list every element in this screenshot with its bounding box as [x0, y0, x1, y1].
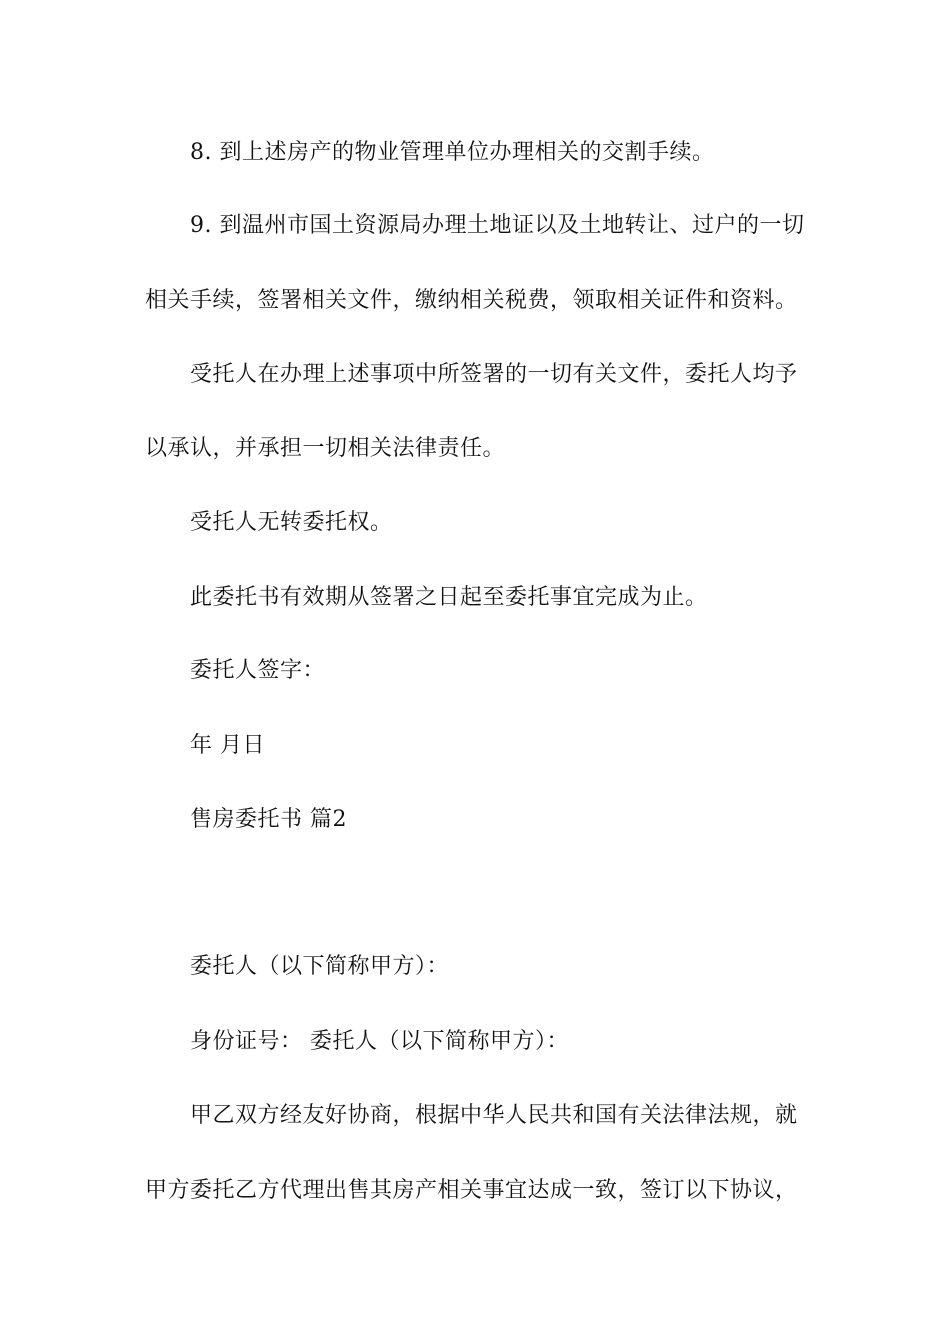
- paragraph-line: 8. 到上述房产的物业管理单位办理相关的交割手续。: [190, 140, 715, 165]
- paragraph-line: 相关手续，签署相关文件，缴纳相关税费，领取相关证件和资料。: [145, 288, 798, 313]
- paragraph-line: 9. 到温州市国土资源局办理土地证以及土地转让、过户的一切: [190, 213, 805, 238]
- signature-label: 委托人签字：: [190, 658, 326, 683]
- paragraph-line: 受托人无转委托权。: [190, 510, 393, 535]
- paragraph-line: 身份证号： 委托人（以下简称甲方）：: [190, 1029, 569, 1054]
- paragraph-line: 此委托书有效期从签署之日起至委托事宜完成为止。: [190, 585, 708, 610]
- paragraph-line: 受托人在办理上述事项中所签署的一切有关文件，委托人均予: [190, 362, 798, 387]
- paragraph-line: 委托人（以下简称甲方）：: [190, 954, 450, 979]
- date-label: 年 月日: [190, 733, 265, 758]
- paragraph-line: 甲方委托乙方代理出售其房产相关事宜达成一致，签订以下协议，: [145, 1178, 798, 1203]
- paragraph-line: 以承认，并承担一切相关法律责任。: [145, 436, 506, 461]
- section-heading: 售房委托书 篇2: [190, 807, 347, 832]
- paragraph-line: 甲乙双方经友好协商，根据中华人民共和国有关法律法规，就: [190, 1103, 798, 1128]
